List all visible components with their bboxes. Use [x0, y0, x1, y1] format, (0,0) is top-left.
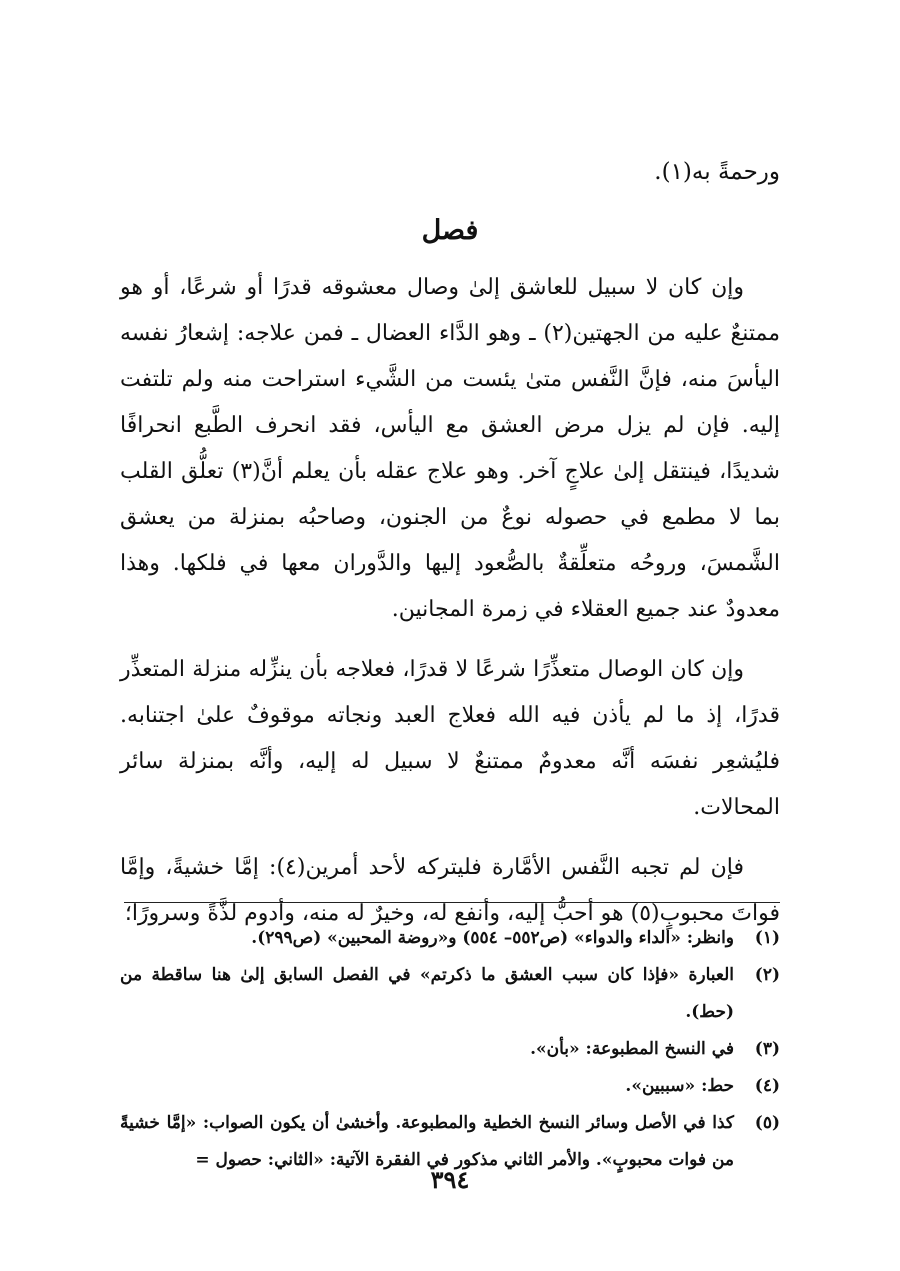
footnotes	[120, 920, 780, 1179]
footnote-text: حط: «سببين».	[625, 1076, 734, 1096]
page-number: ٣٩٤	[430, 1165, 470, 1194]
footnote-number: (٥)	[754, 1113, 780, 1133]
footnote-text: في النسخ المطبوعة: «بأن».	[530, 1039, 734, 1059]
footnote-number: (٤)	[754, 1076, 780, 1096]
footnote	[120, 957, 780, 1031]
paragraph: وإن كان لا سبيل للعاشق إلىٰ وصال معشوقه قدرًا أو شرعًا، أو هو ممتنعٌ عليه من الجهتين(٢) ـ وهو الدَّاء العضال ـ فمن علاجه: إشعارُ نفسه اليأسَ منه، فإنَّ النَّفس متىٰ يئست من الشَّيء استراحت منه ولم تلتفت إليه. فإن لم يزل مرض العشق مع اليأس، فقد انحرف الطَّبع انحرافًا شديدًا، فينتقل إلىٰ علاجٍ آخر. وهو علاج عقله بأن يعلم أنَّ(٣) تعلُّق القلب بما لا مطمع في حصوله نوعٌ من الجنون، وصاحبُه بمنزلة من يعشق الشَّمسَ، وروحُه متعلِّقةٌ بالصُّعود إليها والدَّوران معها في فلكها. وهذا معدودٌ عند جميع العقلاء في زمرة المجانين.	[120, 275, 780, 622]
footnote-text: كذا في الأصل وسائر النسخ الخطية والمطبوعة. وأخشىٰ أن يكون الصواب: «إمَّا خشيةً من فوات محبوبٍ». والأمر الثاني مذكور في الفقرة الآتية: «الثاني: حصول =	[120, 1113, 734, 1170]
footnote-text: وانظر: «الداء والدواء» (ص٥٥٢– ٥٥٤) و«روضة المحبين» (ص٢٩٩).	[251, 928, 734, 948]
footnote	[120, 1068, 780, 1105]
footnote-number: (١)	[754, 928, 780, 948]
footnote	[120, 920, 780, 957]
intro-line: ورحمةً به(١).	[654, 159, 780, 185]
paragraph: وإن كان الوصال متعذِّرًا شرعًا لا قدرًا، فعلاجه بأن ينزِّله منزلة المتعذِّر قدرًا، إذ ما لم يأذن فيه الله فعلاج العبد ونجاته موقوفٌ علىٰ اجتنابه. فليُشعِر نفسَه أنَّه معدومٌ ممتنعٌ لا سبيل له إليه، وأنَّه بمنزلة سائر المحالات.	[120, 657, 780, 820]
footnote	[120, 1031, 780, 1068]
body-text	[120, 265, 780, 937]
footnote-text: العبارة «فإذا كان سبب العشق ما ذكرتم» في الفصل السابق إلىٰ هنا ساقطة من (حط).	[120, 965, 734, 1022]
footnote-number: (٢)	[754, 965, 780, 985]
section-title: فصل	[421, 215, 479, 246]
paragraph: فإن لم تجبه النَّفس الأمَّارة فليتركه لأحد أمرين(٤): إمَّا خشيةً، وإمَّا فواتَ محبوبٍ(٥) هو أحبُّ إليه، وأنفع له، وخيرٌ له منه، وأدوم لذَّةً وسرورًا؛	[120, 855, 780, 926]
footnote-divider	[124, 902, 780, 903]
footnote-number: (٣)	[754, 1039, 780, 1059]
